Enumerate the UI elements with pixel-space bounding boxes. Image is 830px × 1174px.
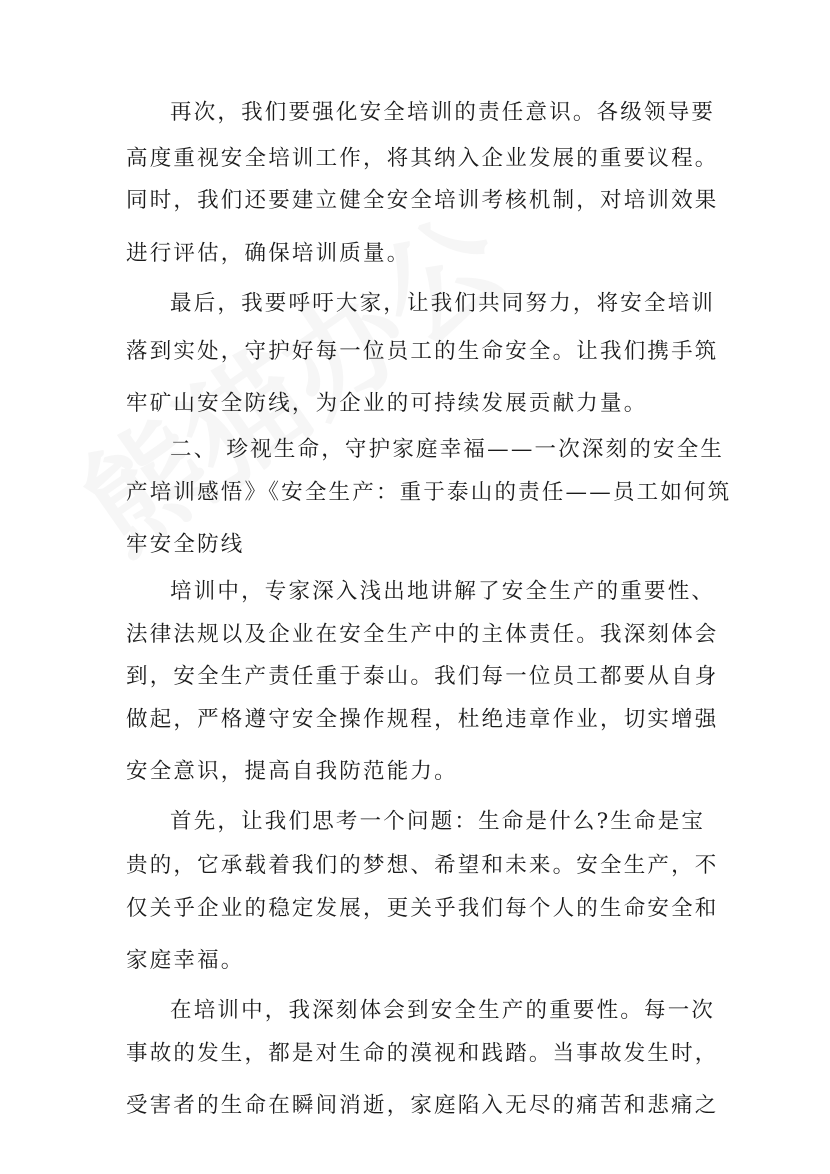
paragraph-line: 受害者的生命在瞬间消逝，家庭陷入无尽的痛苦和悲痛之 [126, 1093, 719, 1118]
paragraph-line: 安全意识，提高自我防范能力。 [126, 759, 458, 784]
paragraph-line: 首先，让我们思考一个问题：生命是什么?生命是宝 [170, 809, 706, 834]
paragraph-line: 做起，严格遵守安全操作规程，杜绝违章作业，切实增强 [126, 707, 719, 732]
paragraph-line: 在培训中，我深刻体会到安全生产的重要性。每一次 [170, 998, 716, 1023]
paragraph-line: 法律法规以及企业在安全生产中的主体责任。我深刻体会 [126, 622, 719, 647]
paragraph-line: 仅关乎企业的稳定发展，更关乎我们每个人的生命安全和 [126, 896, 719, 921]
paragraph-line: 培训中，专家深入浅出地讲解了安全生产的重要性、 [170, 579, 716, 604]
paragraph-line: 高度重视安全培训工作，将其纳入企业发展的重要议程。 [126, 146, 719, 171]
section-heading-line: 二、 珍视生命，守护家庭幸福——一次深刻的安全生 [170, 437, 725, 462]
paragraph-line: 事故的发生，都是对生命的漠视和践踏。当事故发生时， [126, 1041, 719, 1066]
paragraph-line: 再次，我们要强化安全培训的责任意识。各级领导要 [170, 100, 716, 125]
paragraph-line: 落到实处，守护好每一位员工的生命安全。让我们携手筑 [126, 339, 719, 364]
section-heading-line: 牢安全防线 [126, 532, 245, 557]
paragraph-line: 同时，我们还要建立健全安全培训考核机制，对培训效果 [126, 188, 719, 213]
paragraph-line: 牢矿山安全防线，为企业的可持续发展贡献力量。 [126, 391, 648, 416]
paragraph-line: 进行评估，确保培训质量。 [126, 241, 411, 266]
paragraph-line: 贵的，它承载着我们的梦想、希望和未来。安全生产，不 [126, 853, 719, 878]
section-heading-line: 产培训感悟》《安全生产：重于泰山的责任——员工如何筑 [126, 480, 732, 505]
paragraph-line: 到，安全生产责任重于泰山。我们每一位员工都要从自身 [126, 664, 719, 689]
paragraph-line: 最后，我要呼吁大家，让我们共同努力，将安全培训 [170, 291, 716, 316]
paragraph-line: 家庭幸福。 [126, 948, 245, 973]
